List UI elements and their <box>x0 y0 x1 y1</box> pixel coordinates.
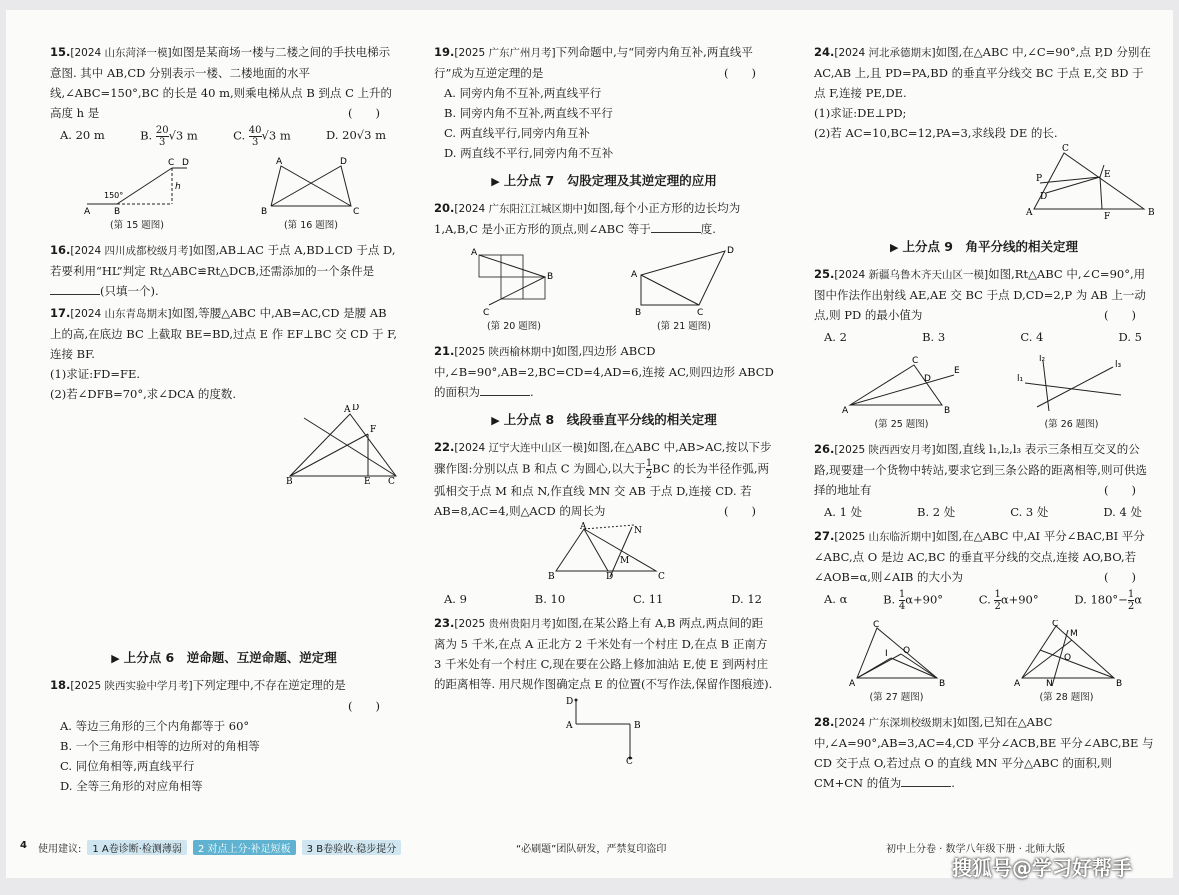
svg-text:B: B <box>1115 679 1122 688</box>
svg-text:A: A <box>580 522 587 532</box>
question-20: 20.[2024 广东阳江江城区期中]如图,每个小正方形的边长均为 1,A,B,C 是小正方形的顶点,则∠ABC 等于 度. <box>434 201 741 236</box>
svg-text:C: C <box>483 308 490 317</box>
option-c: C. 4 <box>1020 330 1044 344</box>
option-c: C. $\frac{40}{3}$ √3 m <box>233 125 291 148</box>
option-a: A. α <box>824 592 848 606</box>
section-8-heading: ▶ 上分点 8 线段垂直平分线的相关定理 <box>491 412 717 427</box>
options <box>814 500 1154 524</box>
svg-text:B: B <box>635 308 642 317</box>
figure-caption: (第 26 题图) <box>1044 419 1099 430</box>
angle-bisector-diagram <box>842 355 962 415</box>
option-b: B. $\frac{1}{4}$ α+90° <box>883 589 944 612</box>
question-19: 19.[2025 广东广州月考]下列命题中,与“同旁内角互补,两直线平行”成为互逆定理的是 ( ) A. 同旁内角不互补,两直线平行 B. 同旁内角不互补,两直线不平行 C. 两直线平行,同旁内角互补 D. 两直线不平行,同旁内角不互补 <box>434 42 774 163</box>
figure-25 <box>842 355 962 435</box>
svg-text:B: B <box>114 207 121 216</box>
option-a: A. 等边三角形的三个内角都等于 60° <box>60 719 250 733</box>
watermark: 搜狐号@学习好帮手 <box>952 856 1132 880</box>
option-c: C. 11 <box>633 592 664 606</box>
svg-text:C: C <box>626 757 633 764</box>
options <box>814 325 1154 349</box>
svg-text:F: F <box>1104 212 1111 222</box>
option-c: C. $\frac{1}{2}$ α+90° <box>978 589 1039 612</box>
option-c: C. 同位角相等,两直线平行 <box>60 759 195 773</box>
figure-28 <box>1012 620 1122 708</box>
option-b: B. 一个三角形中相等的边所对的角相等 <box>60 739 260 753</box>
svg-text:N: N <box>1045 679 1053 688</box>
copyright-notice: “必刷题”团队研发，严禁复印盗印 <box>516 844 667 855</box>
option-a: A. 20 m <box>60 128 105 142</box>
figure-caption: (第 28 题图) <box>1039 692 1094 703</box>
option-a: A. 2 <box>824 330 847 344</box>
question-28: 28.[2024 广东深圳校级期末]如图,已知在△ABC 中,∠A=90°,AB=3,AC=4,CD 平分∠ACB,BE 平分∠ABC,BE 与 CD 交于点 O,若过点 O 的直线 MN 平分△ABC 的面积,则 CM+CN 的值为 . <box>814 715 1154 790</box>
column-right <box>814 42 1154 795</box>
quadrilateral-diagram <box>629 245 739 317</box>
area-bisector-diagram <box>1012 620 1122 688</box>
figure-23 <box>434 694 774 764</box>
figures-15-16 <box>50 156 398 236</box>
option-c: C. 3 处 <box>1010 505 1049 519</box>
answer-blank[interactable] <box>50 282 100 295</box>
option-a: A. 9 <box>444 592 467 606</box>
svg-text:B: B <box>261 207 268 216</box>
svg-text:E: E <box>953 366 960 376</box>
question-23: 23.[2025 贵州贵阳月考]如图,在某公路上有 A,B 两点,两点间的距离为 5 千米,在点 A 正北方 2 千米处有一个村庄 D,在点 B 正南方 3 千米处有一个村庄 C,现在要在公路上修加油站 E,使 E 到两村庄的距离相等. 用尺规作图确定点 E 的位置(不写作法,保留作图痕迹). D A B C <box>434 613 774 770</box>
figure-caption: (第 25 题图) <box>874 419 929 430</box>
figure-27 <box>847 620 947 708</box>
option-d: D. 12 <box>731 592 762 606</box>
option-b: B. 10 <box>534 592 566 606</box>
option-a: A. 同旁内角不互补,两直线平行 <box>444 86 602 100</box>
svg-text:M: M <box>1069 629 1078 639</box>
figure-17 <box>50 404 398 484</box>
svg-text:C: C <box>1051 620 1058 629</box>
triangle-diagram <box>256 156 366 216</box>
option-b: B. $\frac{20}{3}$ √3 m <box>140 125 198 148</box>
option-d: D. 两直线不平行,同旁内角不互补 <box>444 146 614 160</box>
svg-text:B: B <box>548 572 555 581</box>
svg-text:C: C <box>911 356 918 366</box>
svg-text:C: C <box>697 308 704 317</box>
figure-caption: (第 21 题图) <box>656 321 712 332</box>
option-b: B. 3 <box>922 330 946 344</box>
svg-text:A: A <box>84 207 91 216</box>
svg-text:l₂: l₂ <box>1038 355 1045 364</box>
svg-text:l₃: l₃ <box>1114 360 1121 370</box>
figure-21 <box>629 245 739 337</box>
svg-text:C: C <box>872 620 879 630</box>
question-21: 21.[2025 陕西榆林期中]如图,四边形 ABCD 中,∠B=90°,AB=2,BC=CD=4,AD=6,连接 AC,则四边形 ABCD 的面积为 . <box>434 344 774 399</box>
question-24: 24.[2024 河北承德期末]如图,在△ABC 中,∠C=90°,点 P,D 分别在 AC,AB 上,且 PD=PA,BD 的垂直平分线交 BC 于点 E,交 BD 于点 F,连接 PE,DE. (1)求证:DE⊥PD; (2)若 AC=10,BC=12,PA=3,求线段 DE 的长. A B C P D E F <box>814 45 1154 222</box>
figure-caption: (第 20 题图) <box>486 321 542 332</box>
option-d: D. 180°− $\frac{1}{2}$ α <box>1074 589 1142 612</box>
option-d: D. 4 处 <box>1103 505 1142 519</box>
svg-text:A: A <box>1026 208 1033 218</box>
svg-text:B: B <box>547 272 554 282</box>
section-6-heading: ▶ 上分点 6 逆命题、互逆命题、逆定理 <box>111 650 337 665</box>
usage-label: 使用建议: <box>38 844 82 855</box>
svg-text:B: B <box>943 406 950 415</box>
grid-diagram <box>469 245 559 317</box>
svg-text:D: D <box>182 158 189 168</box>
svg-text:A: A <box>1013 679 1020 688</box>
svg-text:C: C <box>353 207 360 216</box>
sub-question-2: (2)若 AC=10,BC=12,PA=3,求线段 DE 的长. <box>814 126 1058 140</box>
question-27: 27.[2025 山东临沂期中]如图,在△ABC 中,AI 平分∠BAC,BI 平分∠ABC,点 O 是边 AC,BC 的垂直平分线的交点,连接 AO,BO,若∠AOB=α,则∠AIB 的大小为 ( ) A. α B. $\frac{1}{4}$ α+90° C. $\frac{1}{2}$ α+90° D. 180°− $\frac{1}{2}$ α <box>814 526 1154 614</box>
svg-text:D: D <box>923 374 931 384</box>
option-b: B. 同旁内角不互补,两直线不平行 <box>444 106 613 120</box>
svg-text:150°: 150° <box>104 191 124 200</box>
question-25: 25.[2024 新疆乌鲁木齐天山区一模]如图,Rt△ABC 中,∠C=90°,用图中作法作出射线 AE,AE 交 BC 于点 D,CD=2,P 为 AB 上一动点,则 PD 的最小值为 ( ) A. 2 B. 3 C. 4 D. 5 <box>814 264 1154 349</box>
svg-text:A: A <box>344 405 351 415</box>
step-3: 3 B卷验收·稳步提分 <box>302 840 402 855</box>
svg-text:P: P <box>1036 174 1043 184</box>
question-26: 26.[2025 陕西西安月考]如图,直线 l₁,l₂,l₃ 表示三条相互交叉的公路,现要建一个货物中转站,要求它到三条公路的距离相等,则可供选择的地址有 ( ) A. 1 处 B. 2 处 C. 3 处 D. 4 处 <box>814 439 1154 524</box>
svg-text:N: N <box>634 526 642 536</box>
options <box>434 587 774 611</box>
question-15 <box>50 42 398 150</box>
svg-text:C: C <box>658 572 665 581</box>
question-22: 22.[2024 辽宁大连中山区一模]如图,在△ABC 中,AB>AC,按以下步骤作图:分别以点 B 和点 C 为圆心,以大于 $\frac{1}{2}$ BC 的长为半径作弧,两弧相交于点 M 和点 N,作直线 MN 交 AB 于点 D,连接 CD. 若 AB=8,AC=4,则△ACD 的周长为 ( ) A B C D M N A. 9 B. 10 C. 11 D. 12 <box>434 437 774 611</box>
worksheet-page <box>6 10 1173 878</box>
svg-text:F: F <box>370 425 377 435</box>
answer-paren: ( ) <box>348 106 380 120</box>
svg-text:E: E <box>1104 170 1111 180</box>
figure-24 <box>814 143 1154 223</box>
answer-blank[interactable] <box>651 220 701 233</box>
section-7-heading: ▶ 上分点 7 勾股定理及其逆定理的应用 <box>491 173 717 188</box>
answer-blank[interactable] <box>901 774 951 787</box>
svg-text:A: A <box>471 248 478 258</box>
step-2: 2 对点上分·补足短板 <box>193 840 296 855</box>
usage-tips <box>38 840 401 855</box>
figure-22 <box>434 521 774 581</box>
svg-text:B: B <box>634 721 641 731</box>
option-d: D. 20√3 m <box>326 128 386 142</box>
options <box>814 587 1154 614</box>
question-source: [2024 山东菏泽一模] <box>70 47 172 59</box>
option-b: B. 2 处 <box>917 505 956 519</box>
svg-text:A: A <box>566 721 573 731</box>
question-16: 16.[2024 四川成都校级月考]如图,AB⊥AC 于点 A,BD⊥CD 于点 D,若要利用“HL”判定 Rt△ABC≌Rt△DCB,还需添加的一个条件是(只填一个). <box>50 243 396 298</box>
question-18: 18.[2025 陕西实验中学月考]下列定理中,不存在逆定理的是 ( ) A. 等边三角形的三个内角都等于 60° B. 一个三角形中相等的边所对的角相等 C. 同位角相等,两直线平行 D. 全等三角形的对应角相等 <box>50 675 398 796</box>
figure-caption: (第 15 题图) <box>109 220 165 231</box>
step-1: 1 A卷诊断·检测薄弱 <box>87 840 187 855</box>
svg-text:C: C <box>168 158 175 168</box>
options <box>50 123 398 150</box>
escalator-diagram <box>82 156 192 216</box>
svg-text:D: D <box>340 157 347 167</box>
svg-text:C: C <box>388 477 395 484</box>
svg-text:B: B <box>1148 208 1154 218</box>
sub-question-1: (1)求证:DE⊥PD; <box>814 106 907 120</box>
option-d: D. 全等三角形的对应角相等 <box>60 779 203 793</box>
figures-25-26 <box>814 355 1154 435</box>
svg-text:D: D <box>352 404 360 413</box>
section-9-heading: ▶ 上分点 9 角平分线的相关定理 <box>889 239 1079 254</box>
svg-text:A: A <box>841 406 848 415</box>
svg-text:l₁: l₁ <box>1016 374 1023 384</box>
sub-question-1: (1)求证:FD=FE. <box>50 367 141 381</box>
svg-text:A: A <box>848 679 855 688</box>
figure-15 <box>82 156 192 236</box>
three-lines-diagram <box>1017 355 1127 415</box>
option-c: C. 两直线平行,同旁内角互补 <box>444 126 590 140</box>
figure-caption: (第 16 题图) <box>283 220 339 231</box>
svg-text:O: O <box>1063 653 1071 663</box>
figure-16 <box>256 156 366 236</box>
question-text: 如图是某商场一楼与二楼之间的手扶电梯示意图. 其中 AB,CD 分别表示一楼、二楼地面的水平线,∠ABC=150°,BC 的长是 40 m,则乘电梯从点 B 到点 C 上升的高度 h 是 <box>50 45 393 120</box>
svg-text:M: M <box>620 556 630 566</box>
book-title: 初中上分卷 · 数学八年级下册 · 北师大版 <box>886 844 1066 855</box>
figures-27-28 <box>814 620 1154 708</box>
svg-text:E: E <box>364 477 371 484</box>
page-number: 4 <box>20 840 27 851</box>
svg-text:D: D <box>727 246 734 256</box>
figure-26 <box>1017 355 1127 435</box>
answer-blank[interactable] <box>480 383 530 396</box>
incenter-diagram <box>847 620 947 688</box>
figure-caption: (第 27 题图) <box>869 692 924 703</box>
column-middle <box>434 42 774 772</box>
svg-text:h: h <box>175 182 181 192</box>
question-17: 17.[2024 山东青岛期末]如图,等腰△ABC 中,AB=AC,CD 是腰 AB 上的高,在底边 BC 上截取 BE=BD,过点 E 作 EF⊥BC 交 CD 于 F,连接 BF. (1)求证:FD=FE. (2)若∠DFB=70°,求∠DCA 的度数. A B C D E F <box>50 303 398 490</box>
svg-text:D: D <box>566 697 574 707</box>
option-d: D. 5 <box>1118 330 1142 344</box>
svg-text:B: B <box>286 477 293 484</box>
svg-text:I: I <box>884 649 888 659</box>
svg-text:A: A <box>276 157 283 167</box>
sub-question-2: (2)若∠DFB=70°,求∠DCA 的度数. <box>50 387 237 401</box>
spacer <box>50 492 398 640</box>
svg-text:D: D <box>1040 192 1048 202</box>
svg-text:O: O <box>902 646 910 656</box>
figure-20 <box>469 245 559 337</box>
column-left <box>50 42 398 798</box>
figures-20-21 <box>434 245 774 337</box>
svg-text:D: D <box>606 572 614 581</box>
svg-text:C: C <box>1062 144 1069 154</box>
question-number: 15. <box>50 45 71 59</box>
option-a: A. 1 处 <box>824 505 863 519</box>
svg-text:B: B <box>938 679 945 688</box>
svg-text:A: A <box>631 270 638 280</box>
